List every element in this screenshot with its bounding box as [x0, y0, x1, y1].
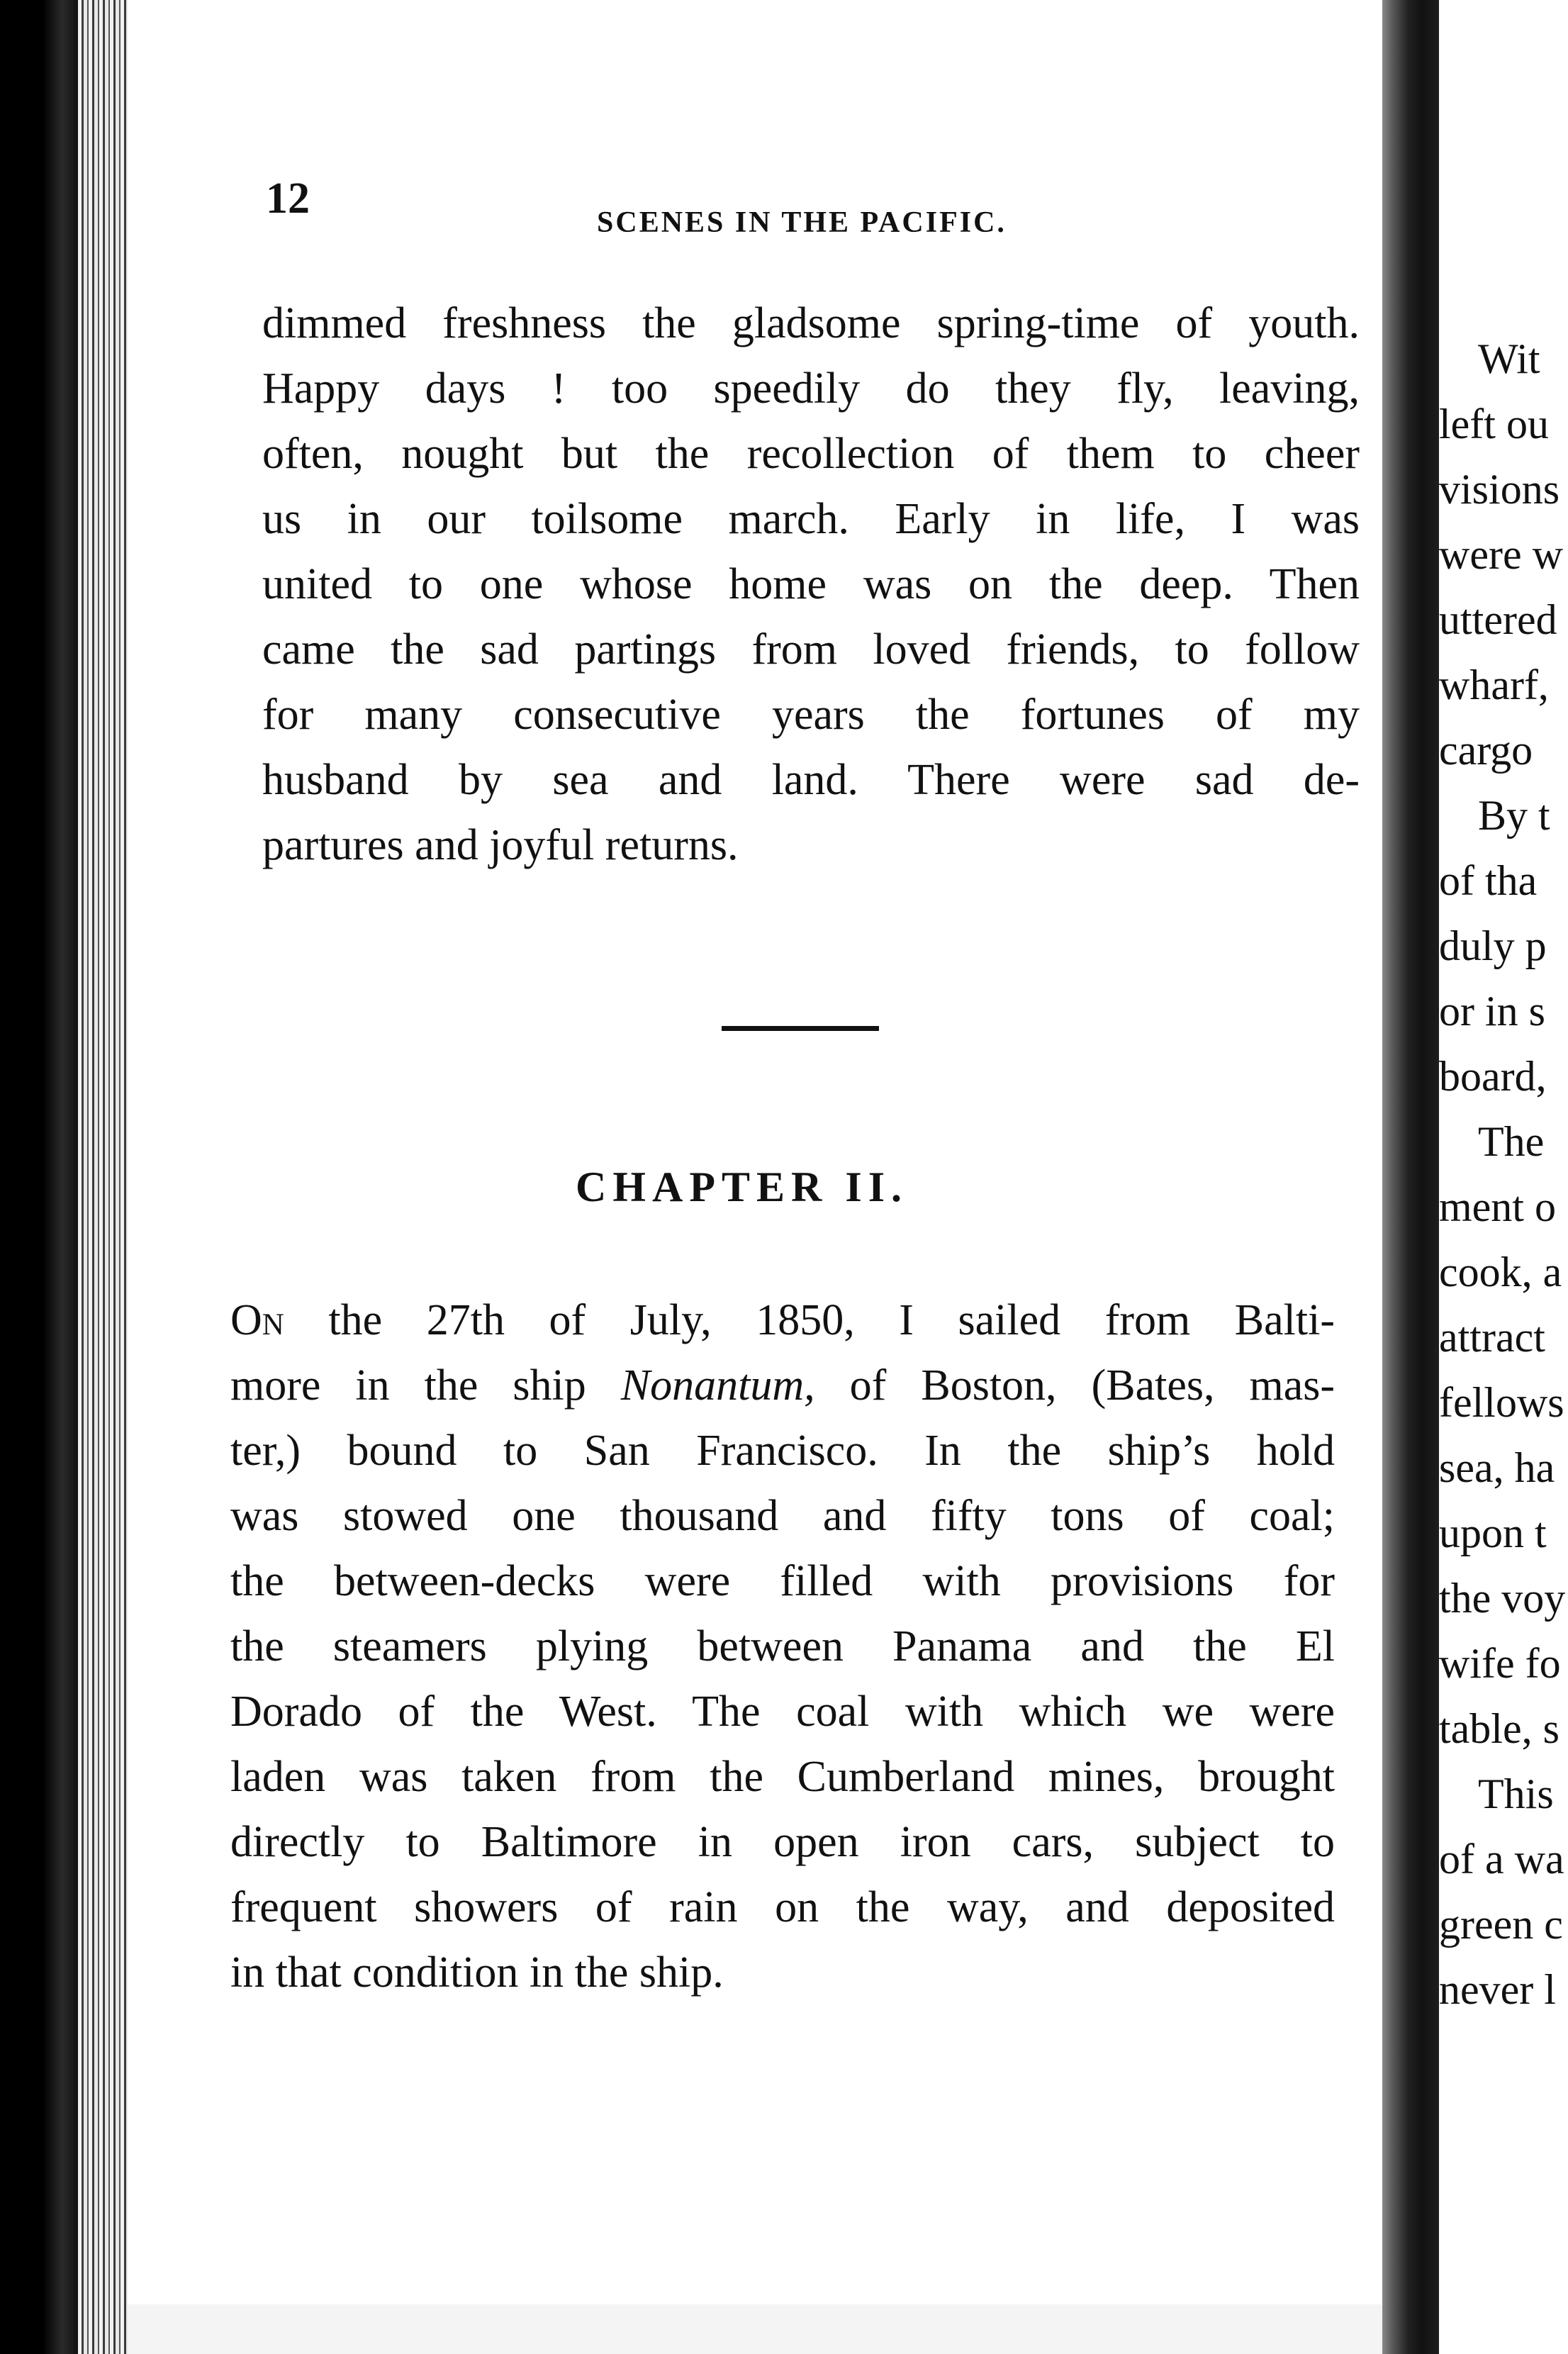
- book-left-edge: [0, 0, 78, 2354]
- text-line: the between-decks were filled with provisions for: [230, 1557, 1335, 1605]
- text-line: ter,) bound to San Francisco. In the ship’s hold: [230, 1427, 1335, 1475]
- facing-text-line: or in s: [1439, 988, 1545, 1034]
- facing-text-line: fellows: [1439, 1379, 1564, 1426]
- page-stack-edge: [78, 0, 128, 2354]
- text-line: husband by sea and land. There were sad de-: [262, 756, 1360, 804]
- chapter-heading: CHAPTER II.: [576, 1164, 909, 1210]
- text-line: in that condition in the ship.: [230, 1948, 724, 1997]
- text-line: directly to Baltimore in open iron cars, subject to: [230, 1818, 1335, 1866]
- text-line: Dorado of the West. The coal with which we were: [230, 1688, 1335, 1736]
- text-line: united to one whose home was on the deep. Then: [262, 560, 1360, 608]
- text-line: laden was taken from the Cumberland mines, brought: [230, 1753, 1335, 1801]
- facing-text-line: wife fo: [1439, 1640, 1561, 1687]
- facing-text-line: the voy: [1439, 1575, 1566, 1622]
- facing-text-line: duly p: [1439, 922, 1547, 969]
- text-fragment: more in the ship: [230, 1361, 621, 1410]
- drop-word: On: [230, 1296, 284, 1344]
- text-line: [230, 1353, 1335, 1418]
- facing-text-line: sea, ha: [1439, 1444, 1555, 1491]
- chapter-opening-paragraph: [230, 1288, 1335, 2005]
- facing-text-line: By t: [1478, 792, 1550, 839]
- facing-text-line: of tha: [1439, 857, 1538, 904]
- text-line: for many consecutive years the fortunes of my: [262, 691, 1360, 739]
- facing-page-text: [1439, 326, 1568, 2022]
- text-line: dimmed freshness the gladsome spring-time of youth.: [262, 299, 1360, 347]
- text-line: us in our toilsome march. Early in life, I was: [262, 495, 1360, 543]
- facing-text-line: of a wa: [1439, 1836, 1564, 1882]
- text-fragment: the 27th of July, 1850, I sailed from Balti-: [284, 1296, 1335, 1344]
- paragraph-continued: [262, 291, 1360, 878]
- running-title: SCENES IN THE PACIFIC.: [597, 206, 1007, 239]
- facing-text-line: uttered: [1439, 596, 1557, 643]
- facing-text-line: board,: [1439, 1053, 1547, 1100]
- facing-text-line: table, s: [1439, 1705, 1559, 1752]
- page-bottom-margin: [128, 2304, 1382, 2354]
- facing-text-line: The: [1478, 1118, 1545, 1165]
- text-fragment: of Boston, (Bates, mas-: [814, 1361, 1335, 1410]
- facing-text-line: ment o: [1439, 1183, 1556, 1230]
- text-line: often, nought but the recollection of them to cheer: [262, 430, 1360, 478]
- facing-text-line: attract: [1439, 1314, 1545, 1361]
- page-number: 12: [266, 174, 310, 223]
- facing-text-line: visions: [1439, 466, 1560, 513]
- text-line: Happy days ! too speedily do they fly, leaving,: [262, 364, 1360, 413]
- facing-text-line: green c: [1439, 1901, 1563, 1948]
- facing-text-line: Wit: [1478, 335, 1540, 382]
- ship-name: Nonantum,: [620, 1361, 815, 1410]
- text-line: [230, 1288, 1335, 1353]
- text-line: frequent showers of rain on the way, and deposited: [230, 1883, 1335, 1931]
- facing-text-line: were w: [1439, 531, 1563, 578]
- text-line: was stowed one thousand and fifty tons of coal;: [230, 1492, 1335, 1540]
- facing-text-line: cook, a: [1439, 1249, 1562, 1295]
- text-line: partures and joyful returns.: [262, 821, 739, 869]
- facing-text-line: never l: [1439, 1966, 1556, 2013]
- facing-text-line: This: [1478, 1770, 1554, 1817]
- section-divider-rule: [722, 1026, 879, 1031]
- facing-text-line: upon t: [1439, 1510, 1547, 1556]
- book-gutter: [1382, 0, 1439, 2354]
- facing-text-line: left ou: [1439, 401, 1549, 447]
- text-line: the steamers plying between Panama and the El: [230, 1622, 1335, 1670]
- facing-text-line: cargo: [1439, 727, 1533, 774]
- facing-text-line: wharf,: [1439, 662, 1549, 708]
- text-line: came the sad partings from loved friends, to follow: [262, 625, 1360, 674]
